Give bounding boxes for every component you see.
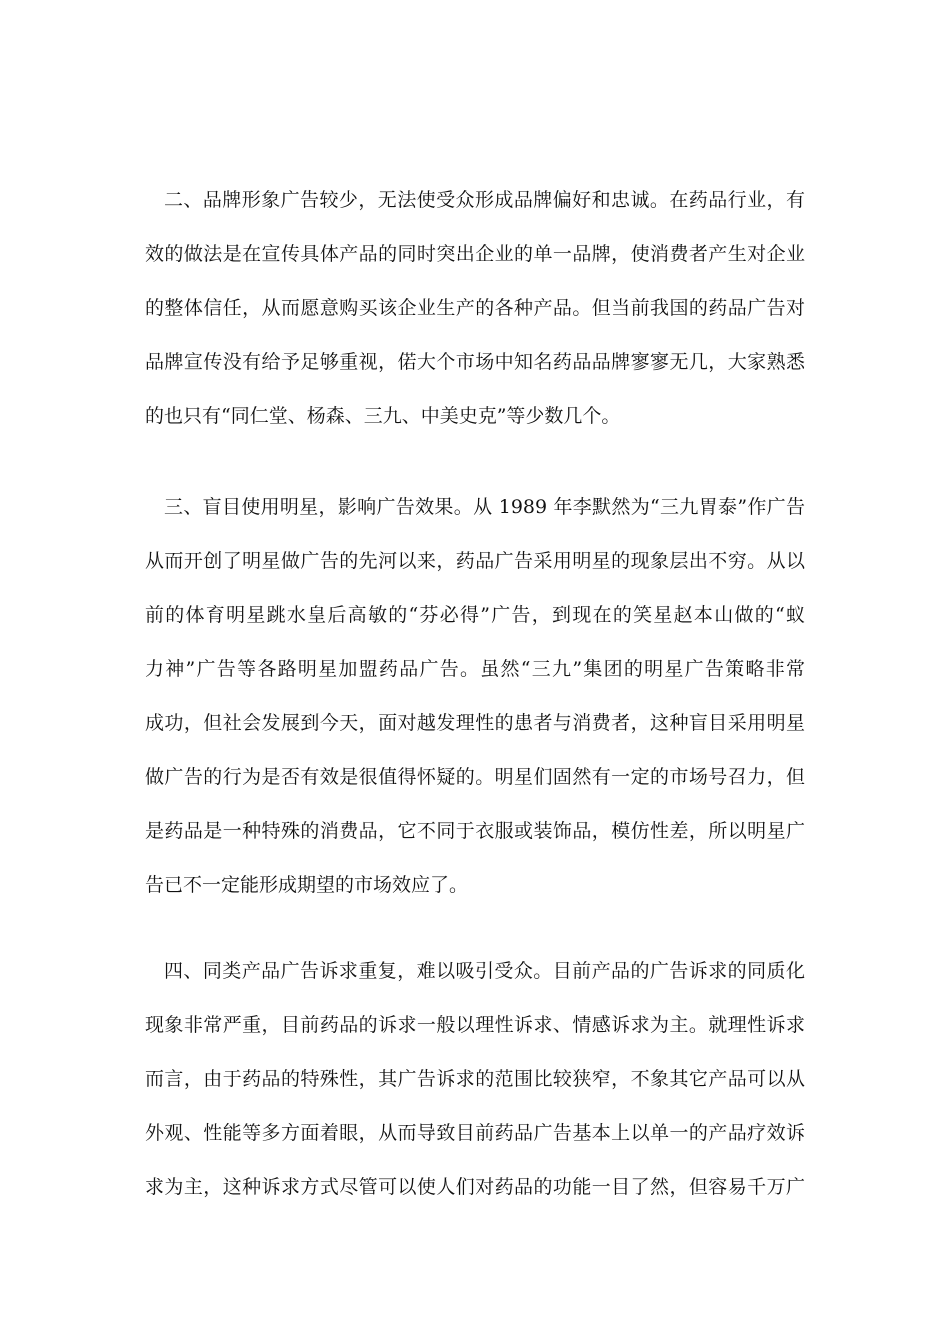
text-line: 四、同类产品广告诉求重复，难以吸引受众。目前产品的广告诉求的同质化 [164, 960, 805, 982]
text-line: 求为主，这种诉求方式尽管可以使人们对药品的功能一目了然，但容易千万广 [145, 1176, 805, 1198]
text-line: 现象非常严重，目前药品的诉求一般以理性诉求、情感诉求为主。就理性诉求 [145, 1014, 805, 1036]
text-line: 二、品牌形象广告较少，无法使受众形成品牌偏好和忠诚。在药品行业，有 [164, 189, 805, 211]
text-line: 三、盲目使用明星，影响广告效果。从 1989 年李默然为“三九胃泰”作广告 [164, 496, 805, 518]
paragraph-celebrity-use [145, 480, 805, 912]
text-line: 的也只有“同仁堂、杨森、三九、中美史克”等少数几个。 [145, 405, 621, 427]
text-line: 力神”广告等各路明星加盟药品广告。虽然“三九”集团的明星广告策略非常 [145, 658, 805, 680]
paragraph-repetitive-appeals [145, 944, 805, 1214]
text-line: 效的做法是在宣传具体产品的同时突出企业的单一品牌，使消费者产生对企业 [145, 243, 805, 265]
text-line: 做广告的行为是否有效是很值得怀疑的。明星们固然有一定的市场号召力，但 [145, 766, 805, 788]
paragraph-brand-image [145, 173, 805, 443]
text-line: 从而开创了明星做广告的先河以来，药品广告采用明星的现象层出不穷。从以 [145, 550, 805, 572]
text-line: 是药品是一种特殊的消费品，它不同于衣服或装饰品，模仿性差，所以明星广 [145, 820, 805, 842]
text-line: 的整体信任，从而愿意购买该企业生产的各种产品。但当前我国的药品广告对 [145, 297, 805, 319]
text-line: 前的体育明星跳水皇后高敏的“芬必得”广告，到现在的笑星赵本山做的“蚁 [145, 604, 805, 626]
text-line: 外观、性能等多方面着眼，从而导致目前药品广告基本上以单一的产品疗效诉 [145, 1122, 805, 1144]
text-line: 成功，但社会发展到今天，面对越发理性的患者与消费者，这种盲目采用明星 [145, 712, 805, 734]
text-line: 而言，由于药品的特殊性，其广告诉求的范围比较狭窄，不象其它产品可以从 [145, 1068, 805, 1090]
text-line: 品牌宣传没有给予足够重视，偌大个市场中知名药品品牌寥寥无几，大家熟悉 [145, 351, 805, 373]
text-line: 告已不一定能形成期望的市场效应了。 [145, 874, 469, 896]
